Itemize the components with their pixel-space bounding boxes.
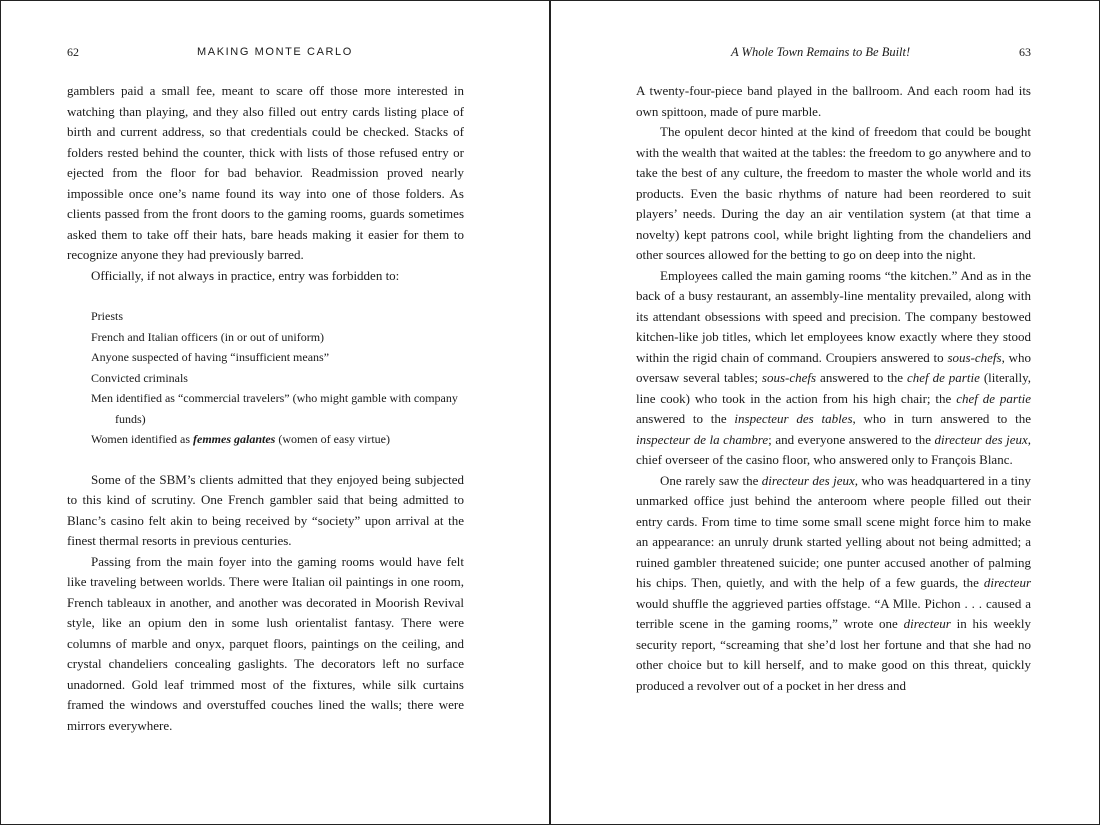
text-run: in his weekly security report, “screaming that she’d lost her fortune and that she had no other choice but to kill herself, and to make good on this threat, quickly produced a revolver out of a pocket in her dress and: [636, 616, 1031, 693]
emphasis: inspecteur de la chambre: [636, 431, 769, 447]
paragraph: Some of the SBM’s clients admitted that they enjoyed being subjected to this kind of scrutiny. One French gambler said that being admitted to Blanc’s casino felt akin to being received by “society” upon arrival at the finest thermal resorts in previous centuries.: [67, 471, 464, 548]
text-run: (literally, line cook) who took in the action from his high chair; the: [636, 370, 1031, 406]
text-run: , who oversaw several tables;: [636, 349, 1032, 385]
text-run: answered to the: [816, 370, 907, 385]
list-item: Anyone suspected of having “insufficient means”: [91, 350, 330, 364]
running-head-left: MAKING MONTE CARLO: [197, 46, 353, 58]
emphasis: chef de partie: [956, 390, 1031, 406]
page-number-left: 62: [67, 45, 79, 59]
text-run: who was headquartered in a tiny unmarked office just behind the anteroom where people filled out their entry cards. From time to time some small scene might force him to make an appearance: an unruly drunk started yelling about not being admitted; a ruined gambler threatened suicide; one punter accused another of palming his chips. Then, quietly, and with the help of a few guards, the: [636, 472, 1031, 590]
text-run: Employees called the main gaming rooms “the kitchen.” And as in the back of a busy restaurant, an assembly-line mentality prevailed, along with its attendant obsessions with speed and precision. The company bestowed kitchen-like job titles, which let employees know exactly where they stood within the rigid chain of command. Croupiers answered to: [636, 267, 1031, 365]
left-page-body: [67, 81, 464, 736]
list-item: Men identified as “commercial travelers” (who might gamble with company funds): [91, 391, 458, 426]
paragraph: Officially, if not always in practice, entry was forbidden to:: [91, 267, 400, 283]
list-item: Convicted criminals: [91, 370, 188, 385]
emphasis: directeur: [983, 575, 1031, 590]
text-run: chief overseer of the casino floor, who answered only to François Blanc.: [636, 452, 1013, 467]
left-page: [0, 0, 549, 825]
running-head-right: A Whole Town Remains to Be Built!: [731, 45, 911, 59]
list-item: Priests: [91, 309, 124, 323]
forbidden-entry-list: [67, 306, 464, 450]
text-run: , who in turn answered to the: [852, 411, 1031, 426]
text-run: answered to the: [636, 411, 735, 426]
emphasis: directeur des jeux,: [761, 472, 859, 488]
text-run: would shuffle the aggrieved parties offstage. “A Mlle. Pichon . . . caused a terrible scene in the gaming rooms,” wrote one: [636, 595, 1031, 631]
paragraph: [636, 471, 1031, 697]
emphasis: sous-chefs: [947, 349, 1002, 365]
list-item: French and Italian officers (in or out of uniform): [91, 329, 325, 344]
emphasis: femmes galantes: [193, 432, 276, 446]
list-item-text: Women identified as: [91, 432, 194, 446]
paragraph: [636, 266, 1031, 471]
paragraph: gamblers paid a small fee, meant to scare off those more interested in watching than playing, and they also filled out entry cards listing place of birth and current address, so that credentials could be checked. Stacks of folders rested behind the counter, thick with lists of those refused entry or ejected from the floor for bad behavior. Readmission proved nearly impossible once one’s name found its way into one of those folders. As clients passed from the front doors to the gaming rooms, guards sometimes asked them to take off their hats, bare heads making it easier for them to recognize anyone they had previously barred.: [67, 83, 464, 262]
text-run: One rarely saw the: [660, 472, 762, 488]
list-item-text: (women of easy virtue): [275, 432, 390, 446]
right-page-body: [636, 81, 1031, 696]
emphasis: inspecteur des tables: [734, 411, 853, 426]
list-item: [67, 429, 464, 450]
page-number-right: 63: [1019, 45, 1031, 59]
paragraph: Passing from the main foyer into the gaming rooms would have felt like traveling between worlds. There were Italian oil paintings in one room, French tableaux in another, and another was decorated in Moorish Revival style, like an opium den in some lush orientalist fantasy. There were columns of marble and onyx, parquet floors, paintings on the ceiling, and crystal chandeliers concealing gaslights. The decorators left no surface unadorned. Gold leaf trimmed most of the fixtures, while silk curtains framed the windows and overstuffed couches lined the walls; there were mirrors everywhere.: [67, 553, 464, 733]
text-run: ; and everyone answered to the: [768, 431, 935, 447]
emphasis: chef de partie: [906, 370, 980, 385]
emphasis: sous-chefs: [761, 370, 817, 385]
right-page: [551, 0, 1100, 825]
paragraph: The opulent decor hinted at the kind of freedom that could be bought with the wealth that waited at the tables: the freedom to go anywhere and to take the best of any culture, the freedom to master the whole world and its products. Even the basic rhythms of nature had been reordered to suit players’ needs. During the day an air ventilation system (at that time a novelty) kept patrons cool, while bright lighting from the chandeliers and other sources allowed for the betting to go on deep into the night.: [636, 124, 1031, 262]
emphasis: directeur des jeux,: [934, 431, 1031, 447]
emphasis: directeur: [903, 616, 951, 631]
paragraph: A twenty-four-piece band played in the ballroom. And each room had its own spittoon, made of pure marble.: [636, 83, 1031, 119]
